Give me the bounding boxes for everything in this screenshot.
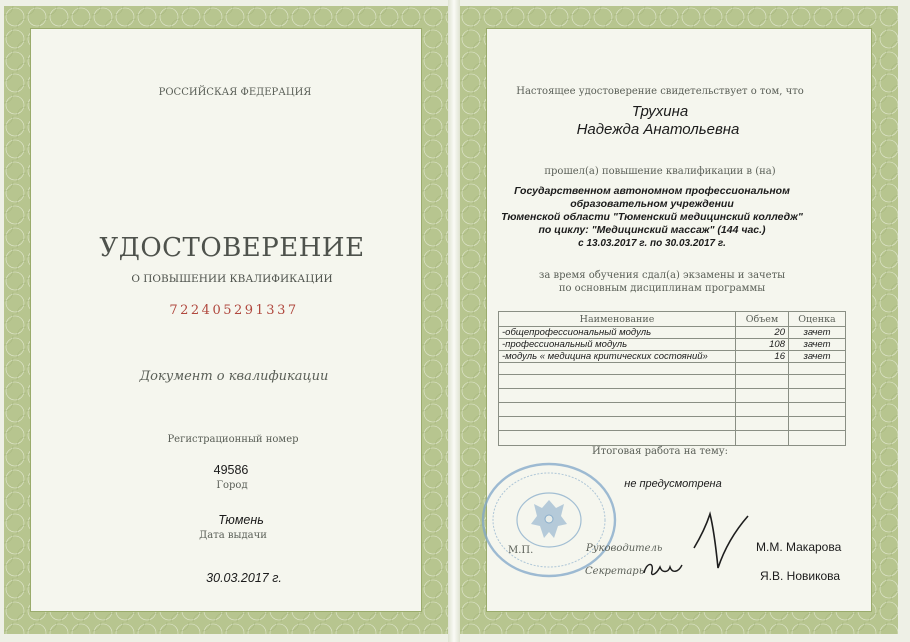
head-signature	[690, 508, 752, 574]
secretary-label: Секретарь	[585, 566, 645, 577]
reg-number-label: Регистрационный номер	[167, 434, 299, 445]
course-dates: с 13.03.2017 г. по 30.03.2017 г.	[578, 238, 726, 249]
stamp-label: М.П.	[508, 545, 534, 556]
column-header-volume: Объем	[736, 312, 789, 327]
country-name: РОССИЙСКАЯ ФЕДЕРАЦИЯ	[158, 87, 312, 98]
subject-grade: зачет	[789, 351, 846, 363]
subject-name: -модуль « медицина критических состояний»	[499, 351, 736, 363]
empty-table-row	[499, 431, 846, 446]
final-work-value: не предусмотрена	[624, 478, 722, 490]
column-header-grade: Оценка	[789, 312, 846, 327]
table-header-row	[499, 312, 846, 327]
document-title: УДОСТОВЕРЕНИЕ	[99, 233, 365, 263]
passed-text: прошел(а) повышение квалификации в (на)	[544, 166, 776, 177]
subject-volume: 20	[736, 327, 789, 339]
course-line: по циклу: "Медицинский массаж" (144 час.)	[538, 224, 766, 236]
issue-date-label: Дата выдачи	[199, 530, 267, 541]
final-work-label: Итоговая работа на тему:	[592, 446, 728, 457]
reg-number: 49586	[213, 463, 249, 477]
column-header-name: Наименование	[499, 312, 736, 327]
official-stamp	[474, 458, 624, 582]
head-name: М.М. Макарова	[756, 540, 842, 554]
subject-name: -профессиональный модуль	[499, 339, 736, 351]
issue-date: 30.03.2017 г.	[206, 571, 282, 585]
page-fold	[448, 0, 460, 642]
empty-table-row	[499, 375, 846, 389]
empty-table-row	[499, 417, 846, 431]
institution-line: Государственном автономном профессиональном	[514, 185, 790, 197]
subject-volume: 16	[736, 351, 789, 363]
table-row	[499, 327, 846, 339]
head-label: Руководитель	[586, 543, 663, 554]
empty-table-row	[499, 389, 846, 403]
city: Тюмень	[218, 513, 264, 527]
subject-name: -общепрофессиональный модуль	[499, 327, 736, 339]
intro-text: Настоящее удостоверение свидетельствует о том, что	[516, 86, 804, 97]
institution-line: Тюменской области "Тюменский медицинский колледж"	[501, 211, 803, 223]
subject-grade: зачет	[789, 327, 846, 339]
institution-line: образовательном учреждении	[570, 198, 734, 210]
table-row	[499, 351, 846, 363]
surname: Трухина	[631, 103, 689, 120]
exams-text: по основным дисциплинам программы	[558, 283, 766, 294]
table-row	[499, 339, 846, 351]
subject-volume: 108	[736, 339, 789, 351]
given-names: Надежда Анатольевна	[576, 121, 740, 138]
document-type: Документ о квалификации	[139, 369, 329, 384]
secretary-signature	[640, 555, 690, 581]
grades-table	[498, 311, 846, 446]
city-label: Город	[216, 480, 248, 491]
serial-number: 722405291337	[169, 303, 299, 318]
exams-text: за время обучения сдал(а) экзамены и зачеты	[538, 270, 786, 281]
document-subtitle: О ПОВЫШЕНИИ КВАЛИФИКАЦИИ	[131, 273, 333, 285]
empty-table-row	[499, 363, 846, 375]
subject-grade: зачет	[789, 339, 846, 351]
secretary-name: Я.В. Новикова	[760, 569, 841, 583]
empty-table-row	[499, 403, 846, 417]
